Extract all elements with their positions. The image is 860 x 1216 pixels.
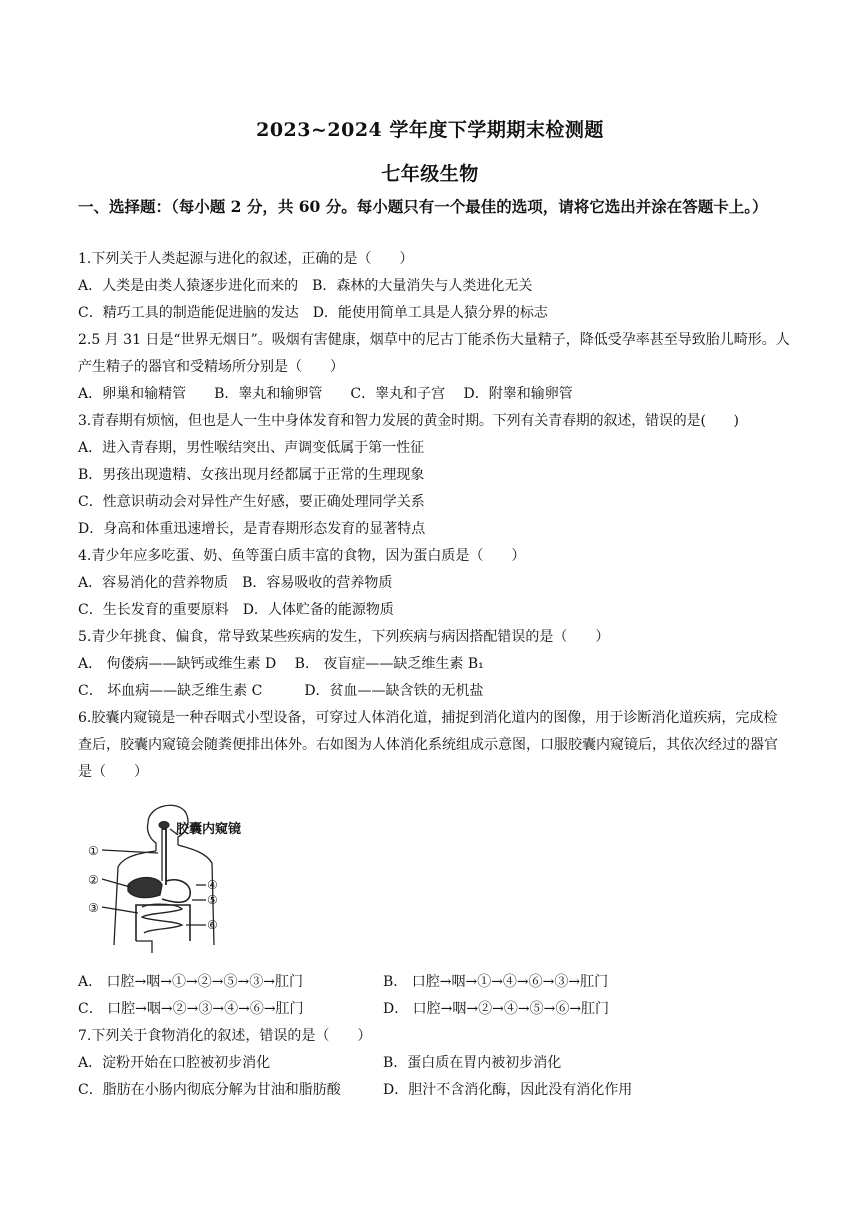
figure-label: 胶囊内窥镜 [176,822,242,837]
q6-option-a: A． 口腔→咽→①→②→⑤→③→肛门 [78,974,303,990]
q7-stem: 7.下列关于食物消化的叙述，错误的是（ ） [78,1028,372,1044]
q6-option-d: D． 口腔→咽→②→④→⑤→⑥→肛门 [383,1001,610,1017]
large-intestine [136,905,190,941]
q3-option-a: A．进入青春期，男性喉结突出、声调变低属于第一性征 [78,440,425,456]
q7-option-a: A．淀粉开始在口腔被初步消化 [78,1055,271,1071]
q4-options-cd: C．生长发育的重要原料 D．人体贮备的能源物质 [78,602,394,618]
q4-stem: 4.青少年应多吃蛋、奶、鱼等蛋白质丰富的食物，因为蛋白质是（ ） [78,548,526,564]
q6-option-b: B． 口腔→咽→①→④→⑥→③→肛门 [383,974,609,990]
q4-options-ab: A．容易消化的营养物质 B．容易吸收的营养物质 [78,575,393,591]
q6-stem: 6.胶囊内窥镜是一种吞咽式小型设备，可穿过人体消化道，捕捉到消化道内的图像，用于诊断消化道疾病，完成检查后，胶囊内窥镜会随粪便排出体外。右如图为人体消化系统组成示意图，口服胶囊内窥镜后，其依次经过的器官是（ ） [78,710,778,780]
marker-3: ③ [88,901,99,915]
q3-option-c: C．性意识萌动会对异性产生好感，要正确处理同学关系 [78,494,425,510]
section-heading: 一、选择题：（每小题 2 分，共 60 分。每小题只有一个最佳的选项，请将它选出并涂在答题卡上。） [78,197,768,216]
q5-options-cd: C． 坏血病——缺乏维生素 C D．贫血——缺含铁的无机盐 [78,683,484,699]
q1-options-cd: C．精巧工具的制造能促进脑的发达 D．能使用简单工具是人猿分界的标志 [78,305,548,321]
liver [128,878,162,898]
marker-5: ⑤ [207,893,218,907]
marker-6: ⑥ [207,918,218,932]
q5-options-ab: A． 佝偻病——缺钙或维生素 D B． 夜盲症——缺乏维生素 B₁ [78,656,484,672]
marker-2: ② [88,873,99,887]
exam-title: 2023~2024 学年度下学期期末检测题 [256,119,604,141]
q7-option-b: B．蛋白质在胃内被初步消化 [383,1055,562,1071]
capsule-icon [159,822,169,829]
q2-stem: 2.5 月 31 日是“世界无烟日”。吸烟有害健康，烟草中的尼古丁能杀伤大量精子，降低受孕率甚至导致胎儿畸形。人产生精子的器官和受精场所分别是（ ） [78,332,790,375]
marker-4: ④ [207,878,218,892]
q7-option-c: C．脂肪在小肠内彻底分解为甘油和脂肪酸 [78,1082,341,1098]
q2-options: A．卵巢和输精管 B．睾丸和输卵管 C．睾丸和子宫 D．附睾和输卵管 [78,386,573,402]
q3-stem: 3.青春期有烦恼，但也是人一生中身体发育和智力发展的黄金时期。下列有关青春期的叙述，错误的是( ) [78,413,739,429]
marker-1: ① [88,844,99,858]
q5-stem: 5.青少年挑食、偏食，常导致某些疾病的发生，下列疾病与病因搭配错误的是（ ） [78,629,610,645]
q7-option-d: D．胆汁不含消化酶，因此没有消化作用 [383,1082,633,1098]
q3-option-d: D．身高和体重迅速增长，是青春期形态发育的显著特点 [78,521,426,537]
q3-option-b: B．男孩出现遗精、女孩出现月经都属于正常的生理现象 [78,467,425,483]
q1-stem: 1.下列关于人类起源与进化的叙述，正确的是（ ） [78,251,414,267]
small-intestine [142,904,182,933]
q6-option-c: C． 口腔→咽→②→③→④→⑥→肛门 [78,1001,304,1017]
digestive-system-figure [78,795,258,960]
exam-subtitle: 七年级生物 [381,163,479,185]
q1-options-ab: A．人类是由类人猿逐步进化而来的 B．森林的大量消失与人类进化无关 [78,278,533,294]
